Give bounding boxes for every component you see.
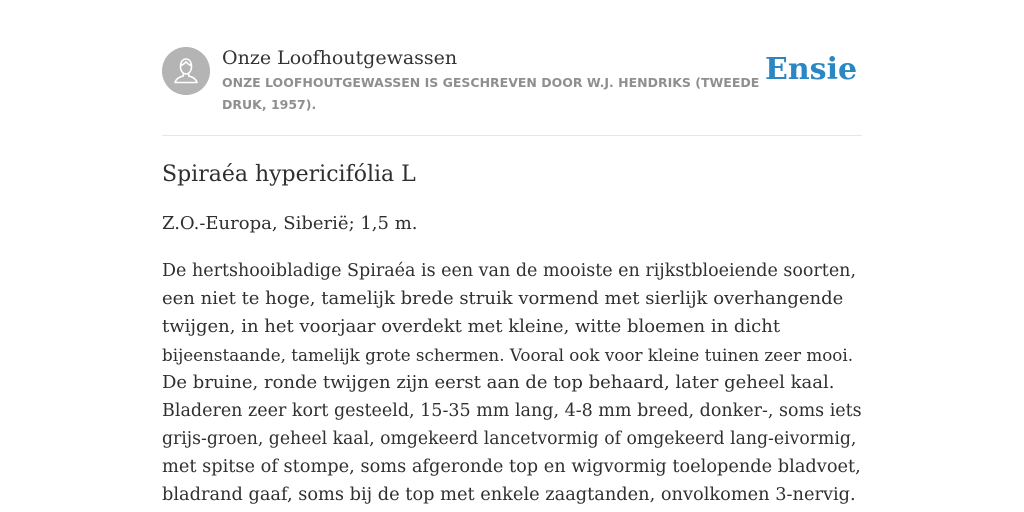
body-line: een niet te hoge, tamelijk brede struik vormend met sierlijk overhangende: [162, 288, 844, 309]
entry-title: Spiraéa hypericifólia L: [162, 162, 416, 187]
entry-content: [162, 160, 862, 509]
book-header: [162, 46, 862, 136]
body-line: twijgen, in het voorjaar overdekt met kleine, witte bloemen in dicht: [162, 316, 781, 337]
header-divider: [162, 135, 862, 136]
book-title[interactable]: Onze Loofhoutgewassen: [222, 47, 458, 69]
entry-meta: Z.O.-Europa, Siberië; 1,5 m.: [162, 213, 418, 234]
brand-logo[interactable]: Ensie: [765, 52, 858, 87]
body-line: De bruine, ronde twijgen zijn eerst aan de top behaard, later geheel kaal.: [162, 372, 835, 393]
body-line: met spitse of stompe, soms afgeronde top en wigvormig toelopende bladvoet,: [162, 457, 861, 477]
body-line: bijeenstaande, tamelijk grote schermen. Vooral ook voor kleine tuinen zeer mooi.: [162, 345, 854, 365]
body-line: De hertshooibladige Spiraéa is een van de mooiste en rijkstbloeiende soorten,: [162, 261, 857, 281]
book-subtitle: ONZE LOOFHOUTGEWASSEN IS GESCHREVEN DOOR W.J. HENDRIKS (TWEEDE DRUK, 1957).: [222, 75, 760, 112]
entry-body: [162, 257, 862, 509]
body-line: grijs-groen, geheel kaal, omgekeerd lancetvormig of omgekeerd lang-eivormig,: [162, 429, 857, 449]
user-avatar-icon: [162, 47, 210, 95]
body-line: Bladeren zeer kort gesteeld, 15-35 mm lang, 4-8 mm breed, donker-, soms iets: [162, 401, 862, 421]
body-line: bladrand gaaf, soms bij de top met enkele zaagtanden, onvolkomen 3-nervig.: [162, 485, 856, 505]
